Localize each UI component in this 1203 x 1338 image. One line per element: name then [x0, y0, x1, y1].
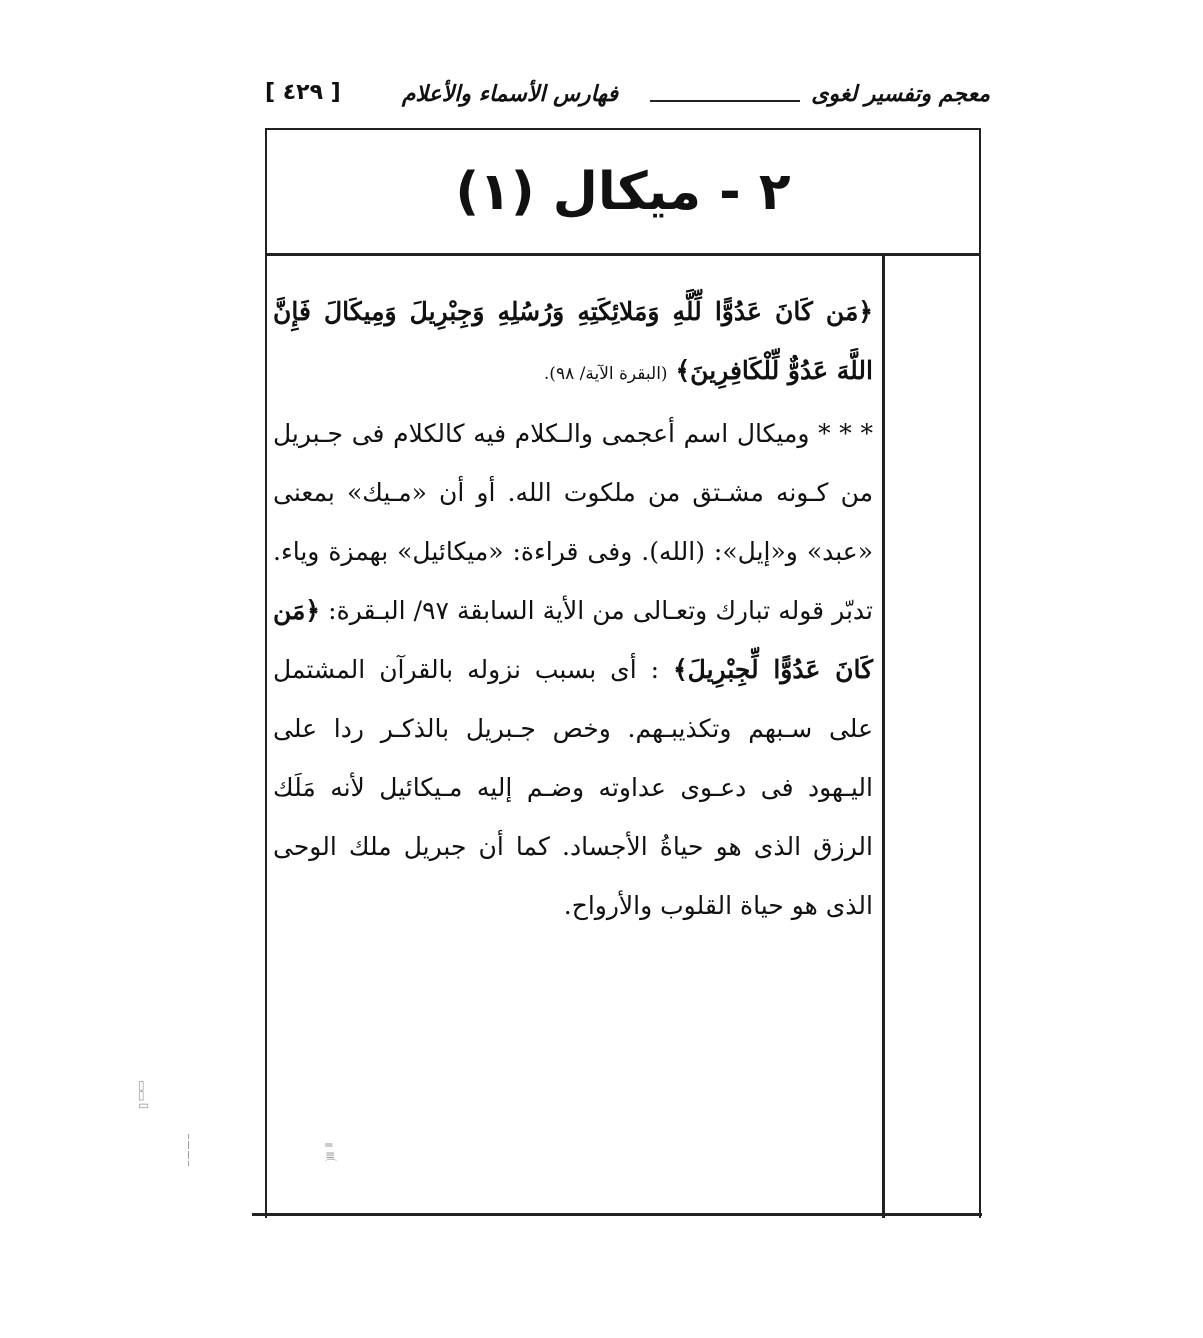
entry-body — [273, 282, 873, 935]
margin-divider — [882, 256, 885, 1218]
commentary-paragraph — [273, 404, 873, 935]
quran-verse: ﴿مَن كَانَ عَدُوًّا لِّلَّهِ وَمَلائِكَتِهِ وَرُسُلِهِ وَجِبْرِيلَ وَمِيكَالَ فَإِنَّ اللَّهَ عَدُوٌّ لِّلْكَافِرِينَ﴾ — [273, 297, 873, 385]
scan-speckle: ═ ≡ ⌒ — [325, 1138, 338, 1172]
book-title: معجم وتفسير لغوى — [811, 82, 990, 107]
page-number: [ ٤٢٩ ] — [265, 80, 341, 105]
section-title: فهارس الأسماء والأعلام — [401, 82, 618, 107]
header-divider — [650, 100, 800, 102]
quran-verse-inline: ﴿مَن كَانَ عَدُوًّا لِّجِبْرِيلَ﴾ — [273, 596, 873, 684]
page-header — [265, 78, 990, 114]
entry-title-box — [267, 130, 979, 256]
commentary-text: * * * وميكال اسم أعجمى والـكلام فيه كالكلام فى جـبريل من كـونه مشـتق من ملكوت الله. أو أن «مـيك» بمعنى «عبد» و«إيل»: (الله). وفى قراءة: «ميكائيل» بهمزة وياء. تدبّر قوله تبارك وتعـالى من الأية السابقة ٩٧/ البـقرة: — [273, 419, 874, 625]
scan-speckle: ╎ ╎ ╎ — [185, 1133, 193, 1167]
entry-frame — [265, 128, 981, 1218]
verse-paragraph — [273, 282, 873, 404]
bottom-rule — [252, 1213, 982, 1216]
scan-speckle: ▯ ▯ ▭ — [138, 1078, 150, 1112]
entry-title: ٢ - ميكال (١) — [455, 161, 791, 222]
commentary-text-continued: : أى بسبب نزوله بالقرآن المشتمل على سـبهم وتكذيبـهم. وخص جـبريل بالذكـر ردا على اليـهود فى دعـوى عداوته وضـم إليه مـيكائيل لأنه مَلَك الرزق الذى هو حياةُ الأجساد. كما أن جبريل ملك الوحى الذى هو حياة القلوب والأرواح. — [273, 655, 873, 920]
verse-reference: (البقرة الآية/ ٩٨). — [543, 364, 668, 384]
